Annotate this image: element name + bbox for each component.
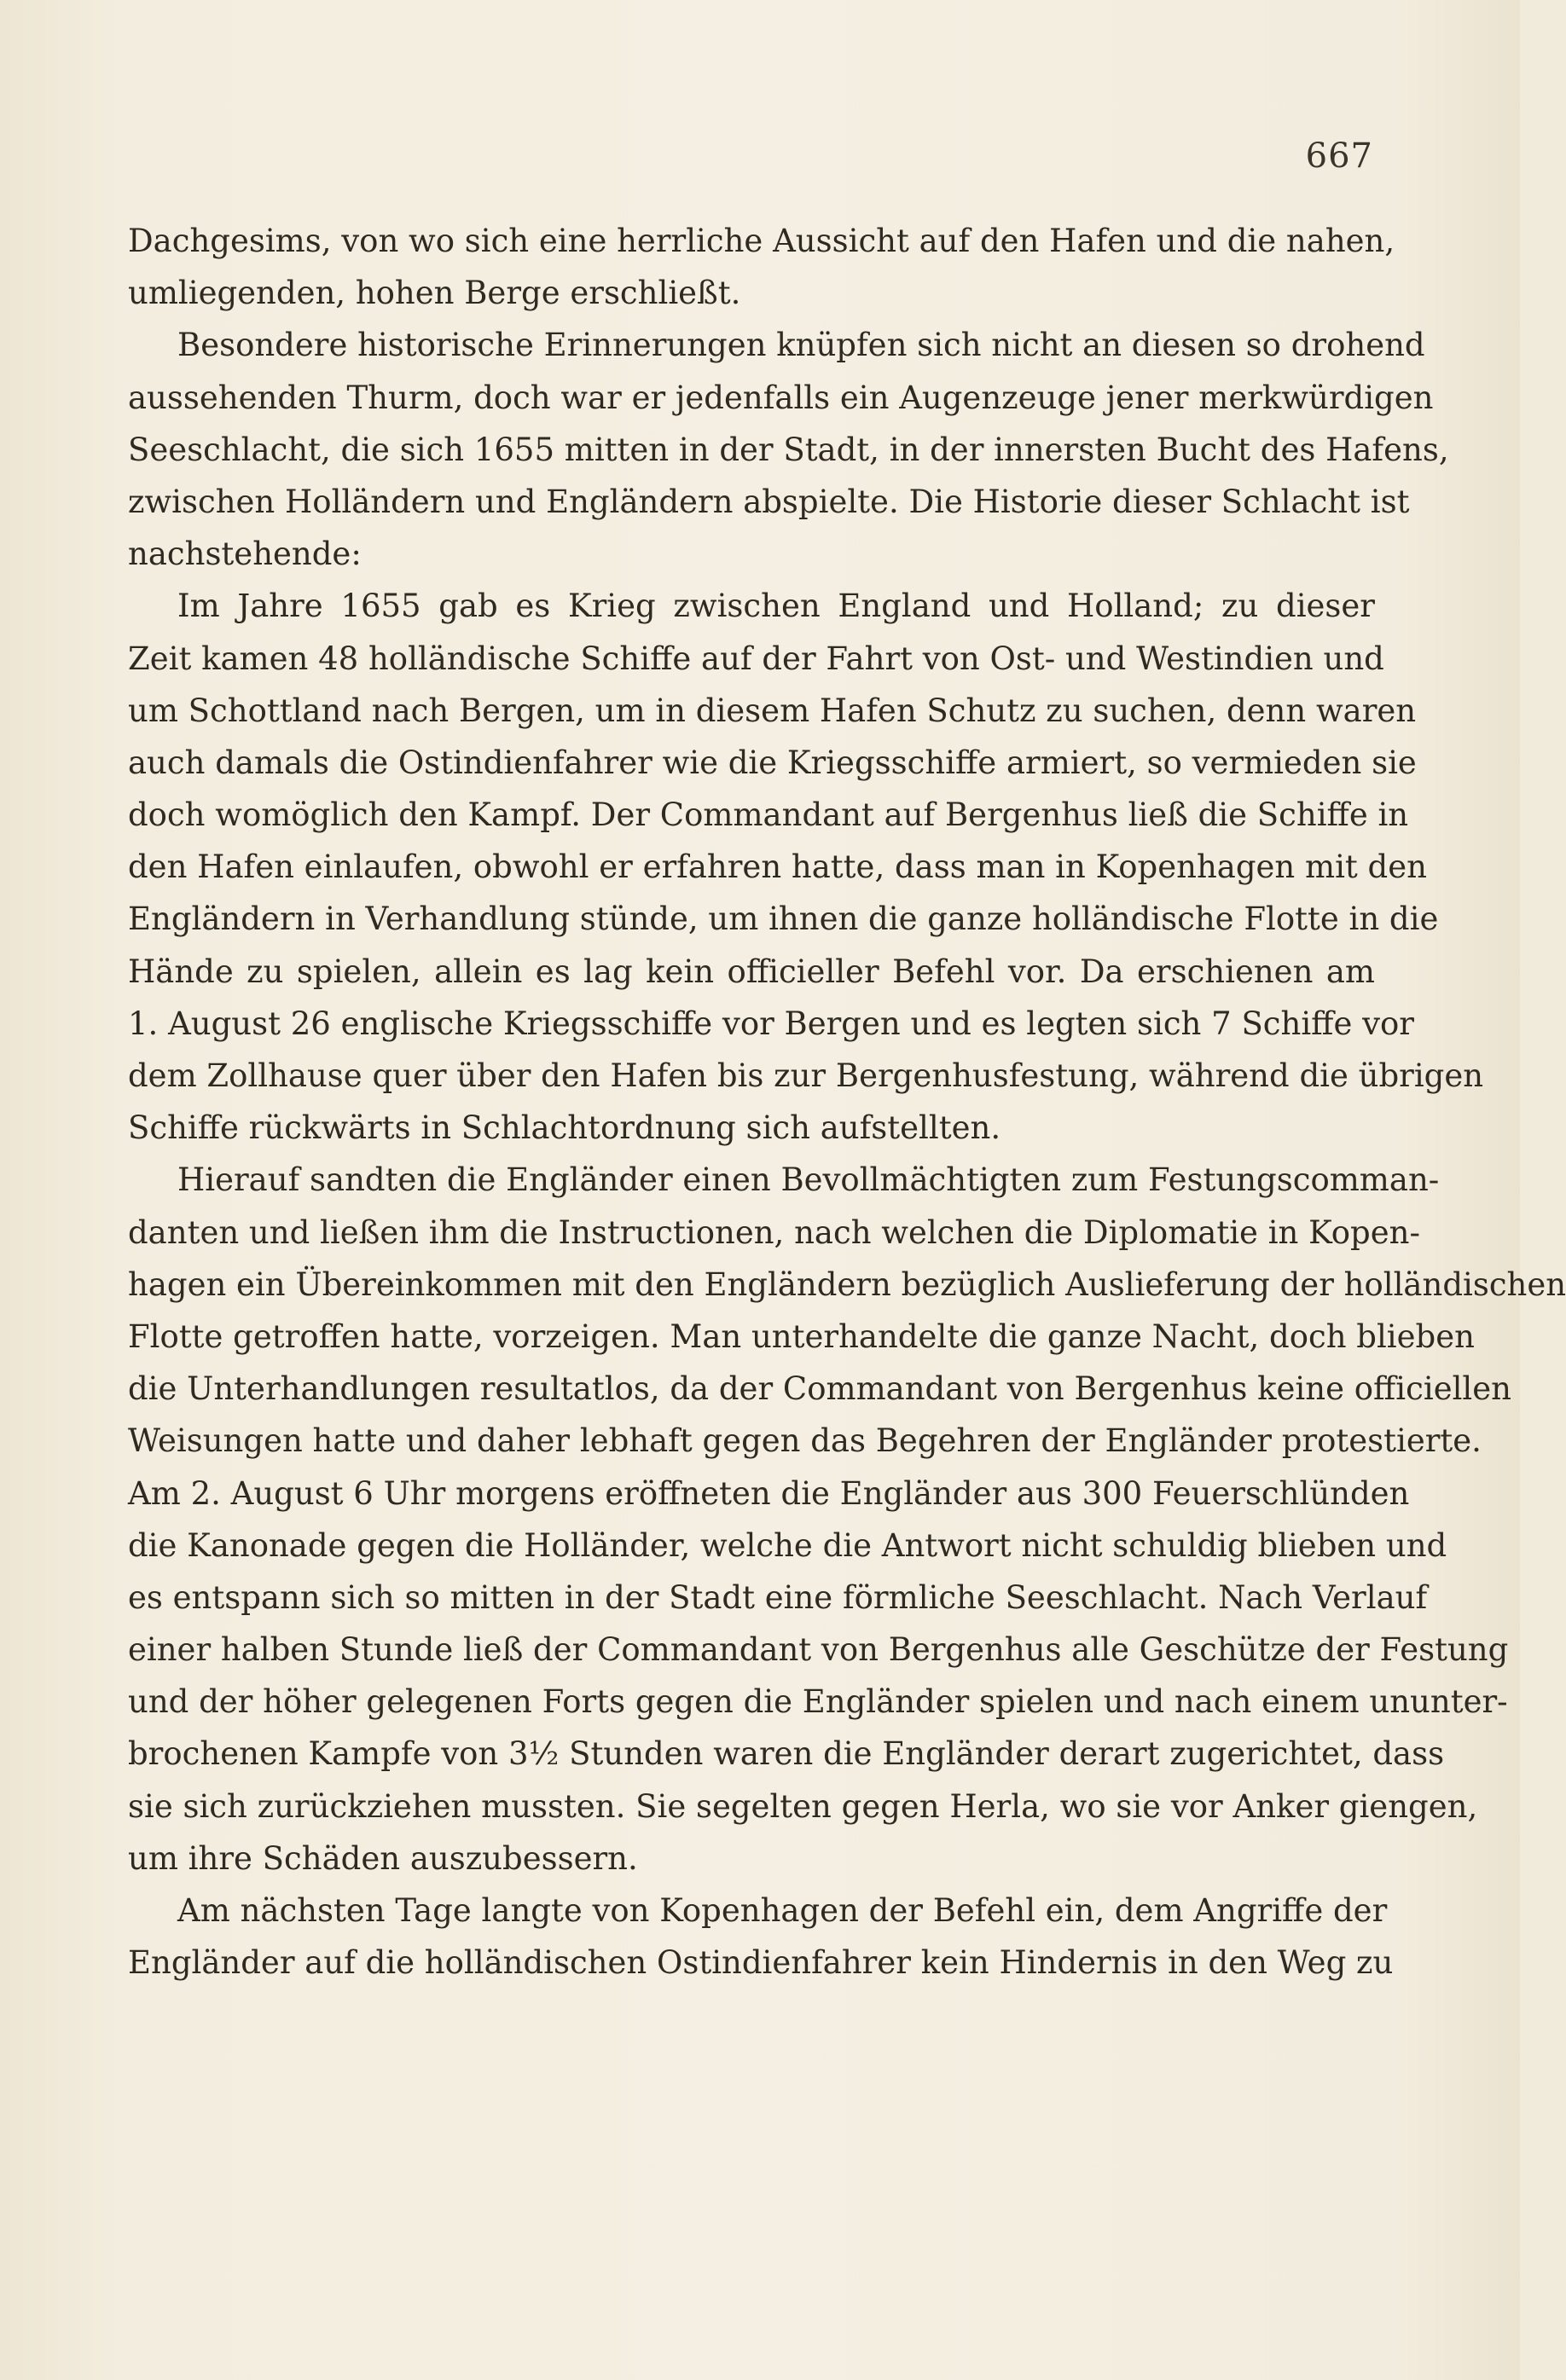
- text-line: und der höher gelegenen Forts gegen die Engländer spielen und nach einem ununter-: [128, 1683, 1508, 1721]
- text-line: Dachgesims, von wo sich eine herrliche Aussicht auf den Hafen und die nahen,: [128, 223, 1395, 259]
- text-line: hagen ein Übereinkommen mit den Engländern bezüglich Auslieferung der holländischen: [128, 1265, 1566, 1303]
- text-line: Engländer auf die holländischen Ostindienfahrer kein Hindernis in den Weg zu: [128, 1944, 1394, 1982]
- text-line: danten und ließen ihm die Instructionen, nach welchen die Diplomatie in Kopen-: [128, 1213, 1420, 1251]
- body-text: [128, 215, 1566, 1989]
- text-line: brochenen Kampfe von 3½ Stunden waren die Engländer derart zugerichtet, dass: [128, 1735, 1445, 1773]
- text-line: Besondere historische Erinnerungen knüpfen sich nicht an diesen so drohend: [177, 327, 1425, 364]
- text-line: es entspann sich so mitten in der Stadt eine förmliche Seeschlacht. Nach Verlauf: [128, 1578, 1428, 1616]
- text-line: um Schottland nach Bergen, um in diesem Hafen Schutz zu suchen, denn waren: [128, 692, 1417, 729]
- text-line: zwischen Holländern und Engländern abspielte. Die Historie dieser Schlacht ist: [128, 483, 1410, 520]
- text-line: Am 2. August 6 Uhr morgens eröffneten die Engländer aus 300 Feuerschlünden: [128, 1474, 1410, 1512]
- text-line: doch womöglich den Kampf. Der Commandant auf Bergenhus ließ die Schiffe in: [128, 796, 1409, 834]
- text-line: um ihre Schäden auszubessern.: [128, 1839, 638, 1877]
- paragraph: [128, 215, 1395, 319]
- text-line: Weisungen hatte und daher lebhaft gegen das Begehren der Engländer protestierte.: [128, 1422, 1482, 1460]
- text-line: Im Jahre 1655 gab es Krieg zwischen England und Holland; zu dieser: [177, 588, 1375, 625]
- text-line: Schiffe rückwärts in Schlachtordnung sich aufstellten.: [128, 1109, 1001, 1147]
- text-line: Zeit kamen 48 holländische Schiffe auf der Fahrt von Ost- und Westindien und: [128, 640, 1384, 677]
- paragraph: [128, 319, 1449, 580]
- text-line: sie sich zurückziehen mussten. Sie segelten gegen Herla, wo sie vor Anker giengen,: [128, 1787, 1478, 1825]
- page-number: 667: [1305, 136, 1373, 176]
- text-line: Am nächsten Tage langte von Kopenhagen der Befehl ein, dem Angriffe der: [177, 1892, 1388, 1929]
- text-line: Seeschlacht, die sich 1655 mitten in der Stadt, in der innersten Bucht des Hafens,: [128, 431, 1449, 468]
- text-line: Engländern in Verhandlung stünde, um ihnen die ganze holländische Flotte in die: [128, 900, 1439, 938]
- text-line: den Hafen einlaufen, obwohl er erfahren hatte, dass man in Kopenhagen mit den: [128, 848, 1427, 886]
- text-line: aussehenden Thurm, doch war er jedenfalls ein Augenzeuge jener merkwürdigen: [128, 379, 1434, 416]
- text-line: dem Zollhause quer über den Hafen bis zur Bergenhusfestung, während die übrigen: [128, 1057, 1484, 1094]
- paragraph: [128, 580, 1484, 1154]
- text-line: nachstehende:: [128, 536, 362, 573]
- paragraph: [128, 1154, 1566, 1885]
- text-line: 1. August 26 englische Kriegsschiffe vor Bergen und es legten sich 7 Schiffe vor: [128, 1005, 1414, 1042]
- text-line: einer halben Stunde ließ der Commandant von Bergenhus alle Geschütze der Festung: [128, 1631, 1509, 1669]
- text-line: Hände zu spielen, allein es lag kein officieller Befehl vor. Da erschienen am: [128, 953, 1375, 990]
- text-line: umliegenden, hohen Berge erschließt.: [128, 275, 741, 312]
- text-line: die Unterhandlungen resultatlos, da der Commandant von Bergenhus keine officiellen: [128, 1370, 1511, 1408]
- text-line: Hierauf sandten die Engländer einen Bevollmächtigten zum Festungscomman-: [177, 1161, 1440, 1199]
- text-line: auch damals die Ostindienfahrer wie die Kriegsschiffe armiert, so vermieden sie: [128, 744, 1417, 781]
- text-line: Flotte getroffen hatte, vorzeigen. Man unterhandelte die ganze Nacht, doch blieben: [128, 1317, 1475, 1355]
- text-line: die Kanonade gegen die Holländer, welche die Antwort nicht schuldig blieben und: [128, 1526, 1447, 1564]
- paragraph: [128, 1885, 1394, 1989]
